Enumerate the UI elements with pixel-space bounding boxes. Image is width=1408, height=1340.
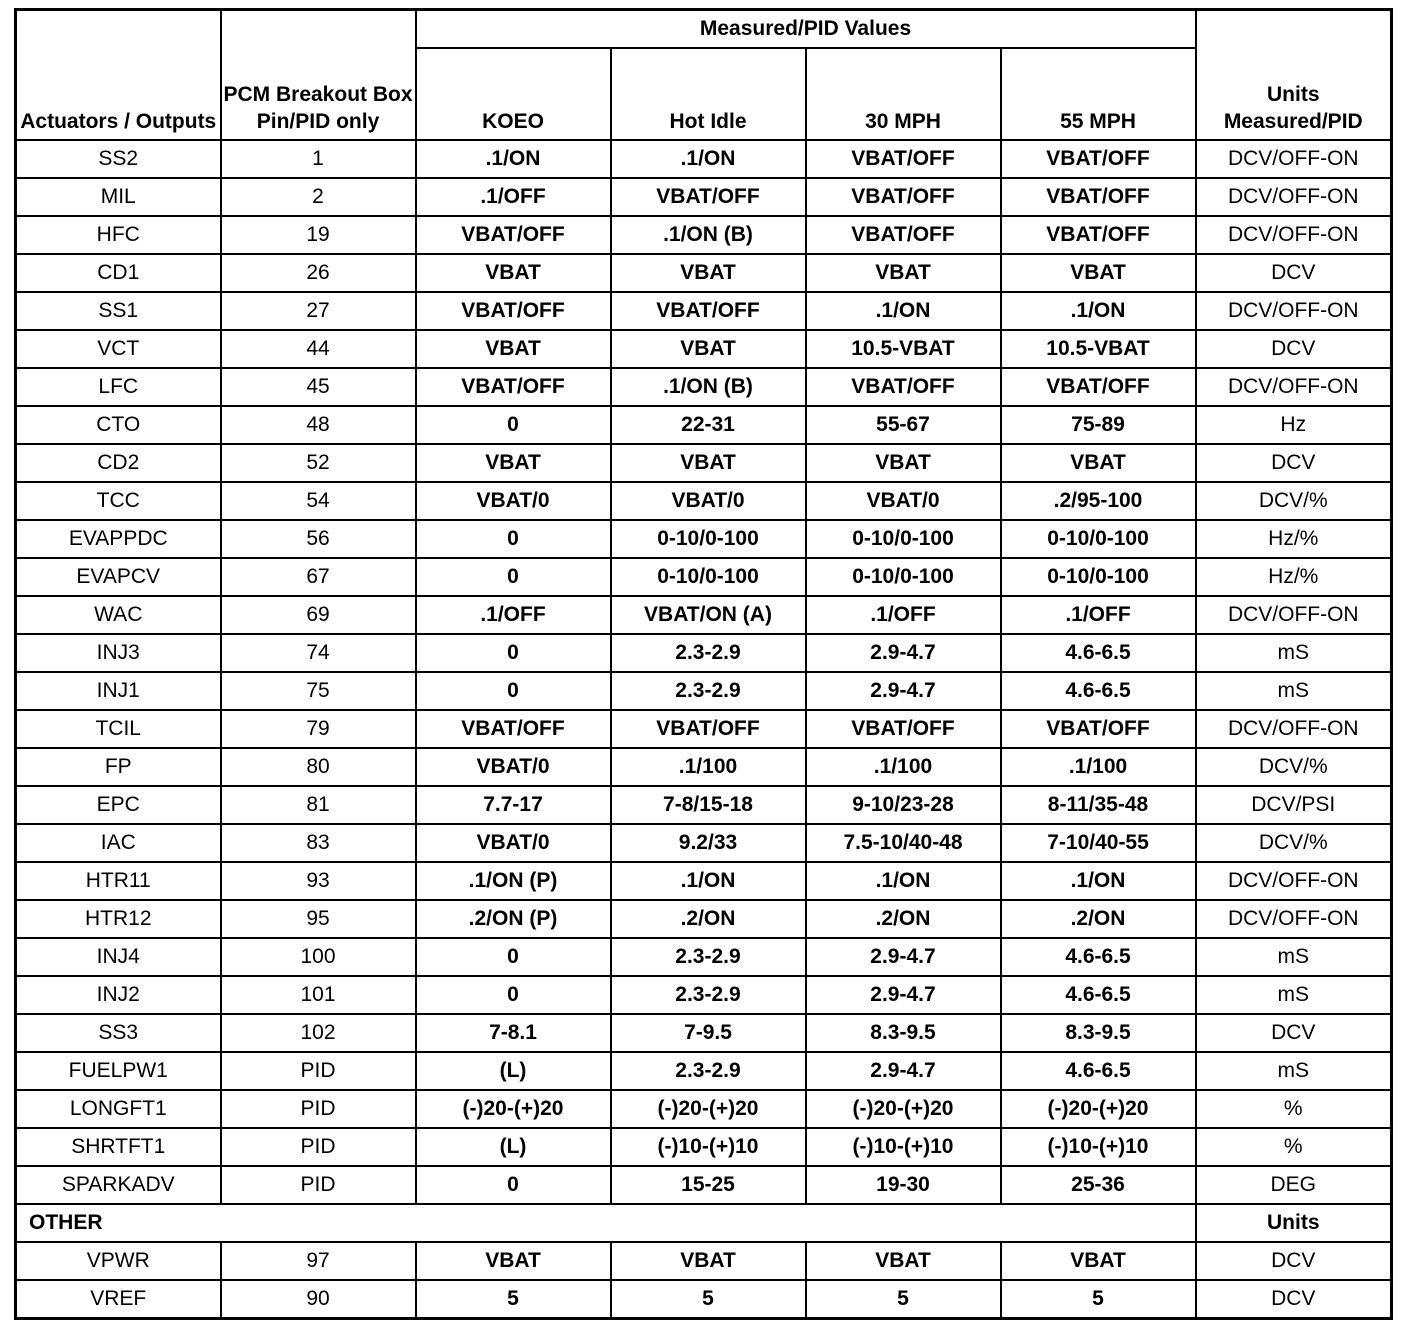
units-cell: DCV (1196, 444, 1392, 482)
pin-cell: 93 (221, 862, 416, 900)
mph55-value: (-)10-(+)10 (1001, 1128, 1196, 1166)
mph55-value: 5 (1001, 1280, 1196, 1319)
units-cell: DCV/OFF-ON (1196, 140, 1392, 178)
koeo-value: .1/ON (P) (416, 862, 611, 900)
other-section-header (16, 1204, 1392, 1242)
actuator-name: SHRTFT1 (16, 1128, 221, 1166)
mph30-value: VBAT/OFF (806, 178, 1001, 216)
pin-cell: 90 (221, 1280, 416, 1319)
actuator-name: VCT (16, 330, 221, 368)
actuator-name: CTO (16, 406, 221, 444)
pin-cell: 83 (221, 824, 416, 862)
mph55-value: 8-11/35-48 (1001, 786, 1196, 824)
units-cell: mS (1196, 672, 1392, 710)
hot-idle-value: VBAT (611, 330, 806, 368)
units-cell: Hz (1196, 406, 1392, 444)
mph30-value: 0-10/0-100 (806, 558, 1001, 596)
actuator-name: TCIL (16, 710, 221, 748)
hot-idle-value: .2/ON (611, 900, 806, 938)
table-row (16, 558, 1392, 596)
koeo-value: 0 (416, 976, 611, 1014)
table-row (16, 368, 1392, 406)
other-label: OTHER (16, 1204, 1196, 1242)
mph55-value: 4.6-6.5 (1001, 1052, 1196, 1090)
koeo-value: 0 (416, 634, 611, 672)
pin-cell: 1 (221, 140, 416, 178)
table-row (16, 710, 1392, 748)
hot-idle-value: 0-10/0-100 (611, 558, 806, 596)
koeo-value: VBAT/0 (416, 482, 611, 520)
mph30-value: 2.9-4.7 (806, 1052, 1001, 1090)
koeo-value: 0 (416, 1166, 611, 1204)
pin-cell: 97 (221, 1242, 416, 1280)
actuator-name: VPWR (16, 1242, 221, 1280)
hot-idle-value: VBAT/OFF (611, 710, 806, 748)
actuator-name: CD1 (16, 254, 221, 292)
pid-values-table (14, 8, 1393, 1320)
table-row (16, 938, 1392, 976)
mph30-value: VBAT/OFF (806, 216, 1001, 254)
pin-cell: 74 (221, 634, 416, 672)
mph30-value: VBAT (806, 254, 1001, 292)
table-row (16, 596, 1392, 634)
koeo-value: 0 (416, 558, 611, 596)
mph30-value: .2/ON (806, 900, 1001, 938)
table-row (16, 900, 1392, 938)
mph55-value: 8.3-9.5 (1001, 1014, 1196, 1052)
pin-cell: PID (221, 1128, 416, 1166)
mph55-value: VBAT (1001, 1242, 1196, 1280)
units-cell: DCV/OFF-ON (1196, 292, 1392, 330)
table-row (16, 254, 1392, 292)
table-row (16, 634, 1392, 672)
units-cell: mS (1196, 938, 1392, 976)
header-55-mph: 55 MPH (1001, 48, 1196, 140)
table-row (16, 1014, 1392, 1052)
koeo-value: VBAT (416, 1242, 611, 1280)
units-cell: DCV/% (1196, 482, 1392, 520)
hot-idle-value: .1/ON (611, 140, 806, 178)
units-cell: mS (1196, 634, 1392, 672)
table-row (16, 330, 1392, 368)
mph55-value: 75-89 (1001, 406, 1196, 444)
table-row (16, 786, 1392, 824)
actuator-name: HFC (16, 216, 221, 254)
hot-idle-value: 2.3-2.9 (611, 976, 806, 1014)
mph55-value: 4.6-6.5 (1001, 938, 1196, 976)
mph55-value: VBAT/OFF (1001, 216, 1196, 254)
units-cell: Hz/% (1196, 558, 1392, 596)
table-row (16, 140, 1392, 178)
mph55-value: .2/95-100 (1001, 482, 1196, 520)
pin-cell: 81 (221, 786, 416, 824)
mph55-value: VBAT (1001, 444, 1196, 482)
mph55-value: 25-36 (1001, 1166, 1196, 1204)
mph30-value: VBAT/OFF (806, 140, 1001, 178)
pin-cell: 52 (221, 444, 416, 482)
mph30-value: .1/OFF (806, 596, 1001, 634)
koeo-value: .1/ON (416, 140, 611, 178)
hot-idle-value: VBAT (611, 1242, 806, 1280)
actuator-name: INJ3 (16, 634, 221, 672)
mph30-value: VBAT (806, 444, 1001, 482)
mph30-value: VBAT/0 (806, 482, 1001, 520)
table-row (16, 482, 1392, 520)
pin-cell: 19 (221, 216, 416, 254)
koeo-value: 0 (416, 406, 611, 444)
koeo-value: VBAT/0 (416, 748, 611, 786)
mph55-value: 4.6-6.5 (1001, 634, 1196, 672)
units-cell: DCV/OFF-ON (1196, 178, 1392, 216)
hot-idle-value: .1/ON (611, 862, 806, 900)
units-cell: DCV (1196, 1242, 1392, 1280)
koeo-value: VBAT/OFF (416, 216, 611, 254)
mph30-value: 5 (806, 1280, 1001, 1319)
units-cell: mS (1196, 1052, 1392, 1090)
mph30-value: (-)20-(+)20 (806, 1090, 1001, 1128)
mph30-value: 8.3-9.5 (806, 1014, 1001, 1052)
mph30-value: 9-10/23-28 (806, 786, 1001, 824)
table-row (16, 748, 1392, 786)
units-cell: mS (1196, 976, 1392, 1014)
units-cell: DCV (1196, 1280, 1392, 1319)
actuator-name: INJ2 (16, 976, 221, 1014)
actuator-name: EPC (16, 786, 221, 824)
mph55-value: VBAT (1001, 254, 1196, 292)
pin-cell: 27 (221, 292, 416, 330)
header-pin: PCM Breakout Box Pin/PID only (221, 10, 416, 140)
actuator-name: TCC (16, 482, 221, 520)
units-cell: DCV (1196, 254, 1392, 292)
table-row (16, 406, 1392, 444)
units-cell: DCV/OFF-ON (1196, 368, 1392, 406)
hot-idle-value: VBAT (611, 444, 806, 482)
actuator-rows (16, 140, 1392, 1204)
pin-cell: 75 (221, 672, 416, 710)
mph55-value: .1/ON (1001, 292, 1196, 330)
table-row (16, 1242, 1392, 1280)
mph30-value: 2.9-4.7 (806, 672, 1001, 710)
koeo-value: 0 (416, 672, 611, 710)
actuator-name: INJ1 (16, 672, 221, 710)
actuator-name: MIL (16, 178, 221, 216)
units-cell: DCV/% (1196, 824, 1392, 862)
actuator-name: EVAPPDC (16, 520, 221, 558)
mph30-value: 55-67 (806, 406, 1001, 444)
hot-idle-value: 22-31 (611, 406, 806, 444)
mph55-value: .1/100 (1001, 748, 1196, 786)
header-measured-values: Measured/PID Values (416, 10, 1196, 48)
pin-cell: 54 (221, 482, 416, 520)
mph55-value: VBAT/OFF (1001, 178, 1196, 216)
hot-idle-value: 2.3-2.9 (611, 634, 806, 672)
table-row (16, 862, 1392, 900)
other-units-label: Units (1196, 1204, 1392, 1242)
header-30-mph: 30 MPH (806, 48, 1001, 140)
actuator-name: LONGFT1 (16, 1090, 221, 1128)
koeo-value: .1/OFF (416, 596, 611, 634)
actuator-name: SS3 (16, 1014, 221, 1052)
table-row (16, 1090, 1392, 1128)
koeo-value: (L) (416, 1128, 611, 1166)
units-cell: DCV/% (1196, 748, 1392, 786)
other-section (16, 1204, 1392, 1319)
pin-cell: 44 (221, 330, 416, 368)
table-row (16, 1280, 1392, 1319)
actuator-name: SS1 (16, 292, 221, 330)
mph55-value: VBAT/OFF (1001, 710, 1196, 748)
header-actuators: Actuators / Outputs (16, 10, 221, 140)
mph30-value: 2.9-4.7 (806, 976, 1001, 1014)
koeo-value: VBAT/OFF (416, 292, 611, 330)
mph30-value: 7.5-10/40-48 (806, 824, 1001, 862)
table-row (16, 292, 1392, 330)
pin-cell: 95 (221, 900, 416, 938)
hot-idle-value: 2.3-2.9 (611, 1052, 806, 1090)
header-koeo: KOEO (416, 48, 611, 140)
pin-cell: PID (221, 1090, 416, 1128)
koeo-value: .2/ON (P) (416, 900, 611, 938)
mph30-value: VBAT/OFF (806, 710, 1001, 748)
units-cell: Hz/% (1196, 520, 1392, 558)
mph30-value: 2.9-4.7 (806, 634, 1001, 672)
hot-idle-value: .1/100 (611, 748, 806, 786)
koeo-value: .1/OFF (416, 178, 611, 216)
units-cell: DCV/OFF-ON (1196, 216, 1392, 254)
pin-cell: 67 (221, 558, 416, 596)
actuator-name: EVAPCV (16, 558, 221, 596)
actuator-name: SPARKADV (16, 1166, 221, 1204)
units-cell: DEG (1196, 1166, 1392, 1204)
pin-cell: 100 (221, 938, 416, 976)
actuator-name: CD2 (16, 444, 221, 482)
koeo-value: (-)20-(+)20 (416, 1090, 611, 1128)
hot-idle-value: .1/ON (B) (611, 216, 806, 254)
pin-cell: 102 (221, 1014, 416, 1052)
mph55-value: .1/ON (1001, 862, 1196, 900)
koeo-value: 7-8.1 (416, 1014, 611, 1052)
actuator-name: WAC (16, 596, 221, 634)
actuator-name: VREF (16, 1280, 221, 1319)
table-row (16, 976, 1392, 1014)
table-row (16, 216, 1392, 254)
koeo-value: VBAT (416, 254, 611, 292)
mph55-value: (-)20-(+)20 (1001, 1090, 1196, 1128)
mph55-value: 7-10/40-55 (1001, 824, 1196, 862)
units-cell: DCV (1196, 330, 1392, 368)
mph55-value: 4.6-6.5 (1001, 672, 1196, 710)
hot-idle-value: .1/ON (B) (611, 368, 806, 406)
koeo-value: 7.7-17 (416, 786, 611, 824)
koeo-value: 5 (416, 1280, 611, 1319)
units-cell: % (1196, 1128, 1392, 1166)
mph55-value: 0-10/0-100 (1001, 558, 1196, 596)
actuator-name: FUELPW1 (16, 1052, 221, 1090)
units-cell: % (1196, 1090, 1392, 1128)
pin-cell: 26 (221, 254, 416, 292)
pin-cell: 69 (221, 596, 416, 634)
mph55-value: VBAT/OFF (1001, 368, 1196, 406)
mph55-value: 4.6-6.5 (1001, 976, 1196, 1014)
hot-idle-value: 7-8/15-18 (611, 786, 806, 824)
header-hot-idle: Hot Idle (611, 48, 806, 140)
pin-cell: PID (221, 1166, 416, 1204)
hot-idle-value: 5 (611, 1280, 806, 1319)
hot-idle-value: VBAT/OFF (611, 178, 806, 216)
actuator-name: FP (16, 748, 221, 786)
pin-cell: 79 (221, 710, 416, 748)
actuator-name: LFC (16, 368, 221, 406)
koeo-value: VBAT/OFF (416, 710, 611, 748)
koeo-value: 0 (416, 520, 611, 558)
table-row (16, 1166, 1392, 1204)
mph30-value: 10.5-VBAT (806, 330, 1001, 368)
hot-idle-value: VBAT/OFF (611, 292, 806, 330)
hot-idle-value: VBAT (611, 254, 806, 292)
mph55-value: 10.5-VBAT (1001, 330, 1196, 368)
table-row (16, 1052, 1392, 1090)
table-row (16, 672, 1392, 710)
units-cell: DCV/OFF-ON (1196, 596, 1392, 634)
pin-cell: 80 (221, 748, 416, 786)
table-row (16, 444, 1392, 482)
hot-idle-value: VBAT/ON (A) (611, 596, 806, 634)
hot-idle-value: 7-9.5 (611, 1014, 806, 1052)
actuator-name: HTR12 (16, 900, 221, 938)
hot-idle-value: VBAT/0 (611, 482, 806, 520)
actuator-name: IAC (16, 824, 221, 862)
pin-cell: 101 (221, 976, 416, 1014)
hot-idle-value: 15-25 (611, 1166, 806, 1204)
mph30-value: 2.9-4.7 (806, 938, 1001, 976)
units-cell: DCV/OFF-ON (1196, 862, 1392, 900)
table-row (16, 1128, 1392, 1166)
koeo-value: 0 (416, 938, 611, 976)
hot-idle-value: (-)10-(+)10 (611, 1128, 806, 1166)
table-row (16, 824, 1392, 862)
mph30-value: 0-10/0-100 (806, 520, 1001, 558)
mph30-value: .1/ON (806, 862, 1001, 900)
actuator-name: HTR11 (16, 862, 221, 900)
mph30-value: .1/100 (806, 748, 1001, 786)
pin-cell: 2 (221, 178, 416, 216)
units-cell: DCV/PSI (1196, 786, 1392, 824)
units-cell: DCV/OFF-ON (1196, 900, 1392, 938)
koeo-value: VBAT (416, 444, 611, 482)
pin-cell: PID (221, 1052, 416, 1090)
actuator-name: INJ4 (16, 938, 221, 976)
header-units: Units Measured/PID (1196, 10, 1392, 140)
pin-cell: 48 (221, 406, 416, 444)
mph30-value: 19-30 (806, 1166, 1001, 1204)
mph55-value: .1/OFF (1001, 596, 1196, 634)
mph30-value: (-)10-(+)10 (806, 1128, 1001, 1166)
mph30-value: VBAT (806, 1242, 1001, 1280)
hot-idle-value: 9.2/33 (611, 824, 806, 862)
hot-idle-value: 2.3-2.9 (611, 672, 806, 710)
mph30-value: VBAT/OFF (806, 368, 1001, 406)
table-row (16, 520, 1392, 558)
koeo-value: VBAT/0 (416, 824, 611, 862)
hot-idle-value: 2.3-2.9 (611, 938, 806, 976)
mph55-value: VBAT/OFF (1001, 140, 1196, 178)
koeo-value: VBAT (416, 330, 611, 368)
mph55-value: 0-10/0-100 (1001, 520, 1196, 558)
units-cell: DCV/OFF-ON (1196, 710, 1392, 748)
hot-idle-value: (-)20-(+)20 (611, 1090, 806, 1128)
koeo-value: (L) (416, 1052, 611, 1090)
table-row (16, 178, 1392, 216)
mph55-value: .2/ON (1001, 900, 1196, 938)
units-cell: DCV (1196, 1014, 1392, 1052)
koeo-value: VBAT/OFF (416, 368, 611, 406)
mph30-value: .1/ON (806, 292, 1001, 330)
hot-idle-value: 0-10/0-100 (611, 520, 806, 558)
pin-cell: 45 (221, 368, 416, 406)
actuator-name: SS2 (16, 140, 221, 178)
pin-cell: 56 (221, 520, 416, 558)
